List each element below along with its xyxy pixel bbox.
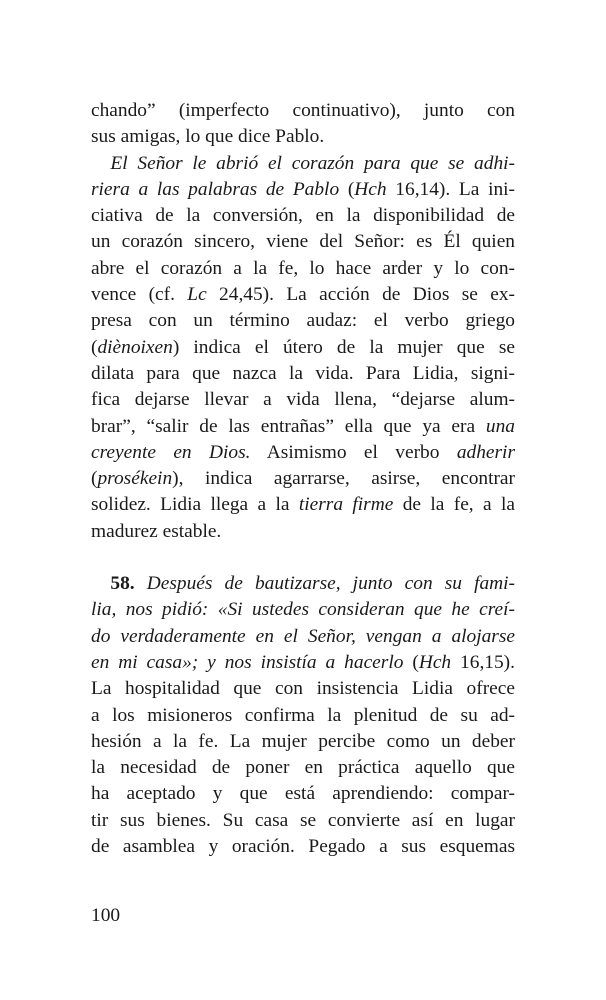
italic-text: creyente en Dios. [91, 441, 251, 463]
text-line [91, 414, 515, 440]
text-line [91, 834, 515, 860]
text-run: ( [403, 651, 419, 673]
text-run: chando” (imperfecto continuativo), junto con [91, 100, 515, 121]
text-line [91, 492, 515, 518]
text-run: 24,45). La acción de Dios se ex- [206, 284, 516, 306]
italic-text: lia, nos pidió: «Si ustedes consideran que he creí- [91, 599, 515, 621]
text-run: abre el corazón a la fe, lo hace arder y lo con- [91, 257, 515, 279]
text-line [91, 282, 515, 308]
italic-text: en mi casa»; y nos insistía a hacerlo [91, 651, 404, 673]
text-run: dilata para que nazca la vida. Para Lidia, signi- [91, 362, 515, 384]
text-run: vence (cf. [91, 284, 188, 306]
text-line [91, 151, 515, 177]
text-line [91, 703, 515, 729]
text-run: un corazón sincero, viene del Señor: es Él quien [91, 231, 515, 253]
page-body [91, 98, 515, 860]
text-run: ) indica el útero de la mujer que se [172, 336, 515, 358]
text-run: La hospitalidad que con insistencia Lidia ofrece [91, 678, 515, 700]
text-line [91, 571, 515, 597]
text-run [91, 153, 110, 174]
text-run: 16,14). La ini- [386, 178, 515, 200]
italic-text: Hch [418, 651, 452, 673]
text-line [91, 781, 515, 807]
text-run: tir sus bienes. Su casa se convierte así en lugar [91, 809, 515, 831]
italic-text: diènoixen [97, 336, 173, 358]
text-line [91, 98, 515, 124]
text-run: hesión a la fe. La mujer percibe como un deber [91, 730, 515, 752]
text-run: ciativa de la conversión, en la disponibilidad de [91, 205, 515, 227]
paragraph-58 [91, 571, 515, 860]
paragraph-number: 58. [110, 573, 135, 595]
italic-text: Después de bautizarse, junto con su fami- [146, 573, 516, 595]
text-line [91, 519, 515, 545]
text-run: de asamblea y oración. Pegado a sus esquemas [91, 836, 515, 858]
text-run: madurez estable. [91, 520, 222, 542]
text-run: de la fe, a la [393, 494, 516, 516]
text-run: 16,15). [451, 651, 515, 673]
text-line [91, 624, 515, 650]
text-run [91, 573, 110, 594]
text-line [91, 361, 515, 387]
text-line [91, 729, 515, 755]
text-run: sus amigas, lo que dice Pablo. [91, 126, 325, 148]
text-run: ( [91, 468, 98, 490]
text-line [91, 387, 515, 413]
text-line [91, 440, 515, 466]
text-line [91, 124, 515, 150]
text-run: presa con un término audaz: el verbo griego [91, 310, 515, 332]
text-run: solidez. Lidia llega a la [91, 494, 299, 516]
text-line [91, 308, 515, 334]
text-line [91, 466, 515, 492]
text-line [91, 597, 515, 623]
page-number: 100 [91, 905, 121, 926]
text-run: a los misioneros confirma la plenitud de su ad- [91, 704, 515, 726]
text-line [91, 650, 515, 676]
text-run: ( [91, 336, 98, 358]
text-run: ), indica agarrarse, asirse, encontrar [172, 468, 515, 490]
italic-text: prosékein [97, 468, 173, 490]
italic-text: riera a las palabras de Pablo [91, 178, 340, 200]
text-line [91, 755, 515, 781]
text-line [91, 335, 515, 361]
paragraph-1 [91, 98, 515, 151]
text-line [91, 256, 515, 282]
section-gap [91, 545, 515, 571]
italic-text: El Señor le abrió el corazón para que se adhi- [110, 152, 515, 174]
italic-text: Hch [354, 178, 387, 200]
text-run [135, 573, 147, 594]
text-run: ( [339, 178, 355, 200]
text-run: brar”, “salir de las entrañas” ella que ya era [91, 415, 486, 437]
text-line [91, 229, 515, 255]
text-line [91, 203, 515, 229]
text-run: ha aceptado y que está aprendiendo: compar- [91, 783, 515, 805]
text-run: Asimismo el verbo [250, 441, 457, 463]
italic-text: tierra firme [298, 494, 394, 516]
italic-text: do verdaderamente en el Señor, vengan a alojarse [91, 625, 515, 647]
text-line [91, 177, 515, 203]
paragraph-2 [91, 151, 515, 545]
italic-text: una [485, 415, 515, 437]
text-line [91, 808, 515, 834]
text-run: fica dejarse llevar a vida llena, “dejarse alum- [91, 389, 515, 411]
text-run: la necesidad de poner en práctica aquello que [91, 757, 515, 779]
text-line [91, 676, 515, 702]
italic-text: adherir [456, 441, 515, 463]
italic-text: Lc [187, 284, 207, 306]
